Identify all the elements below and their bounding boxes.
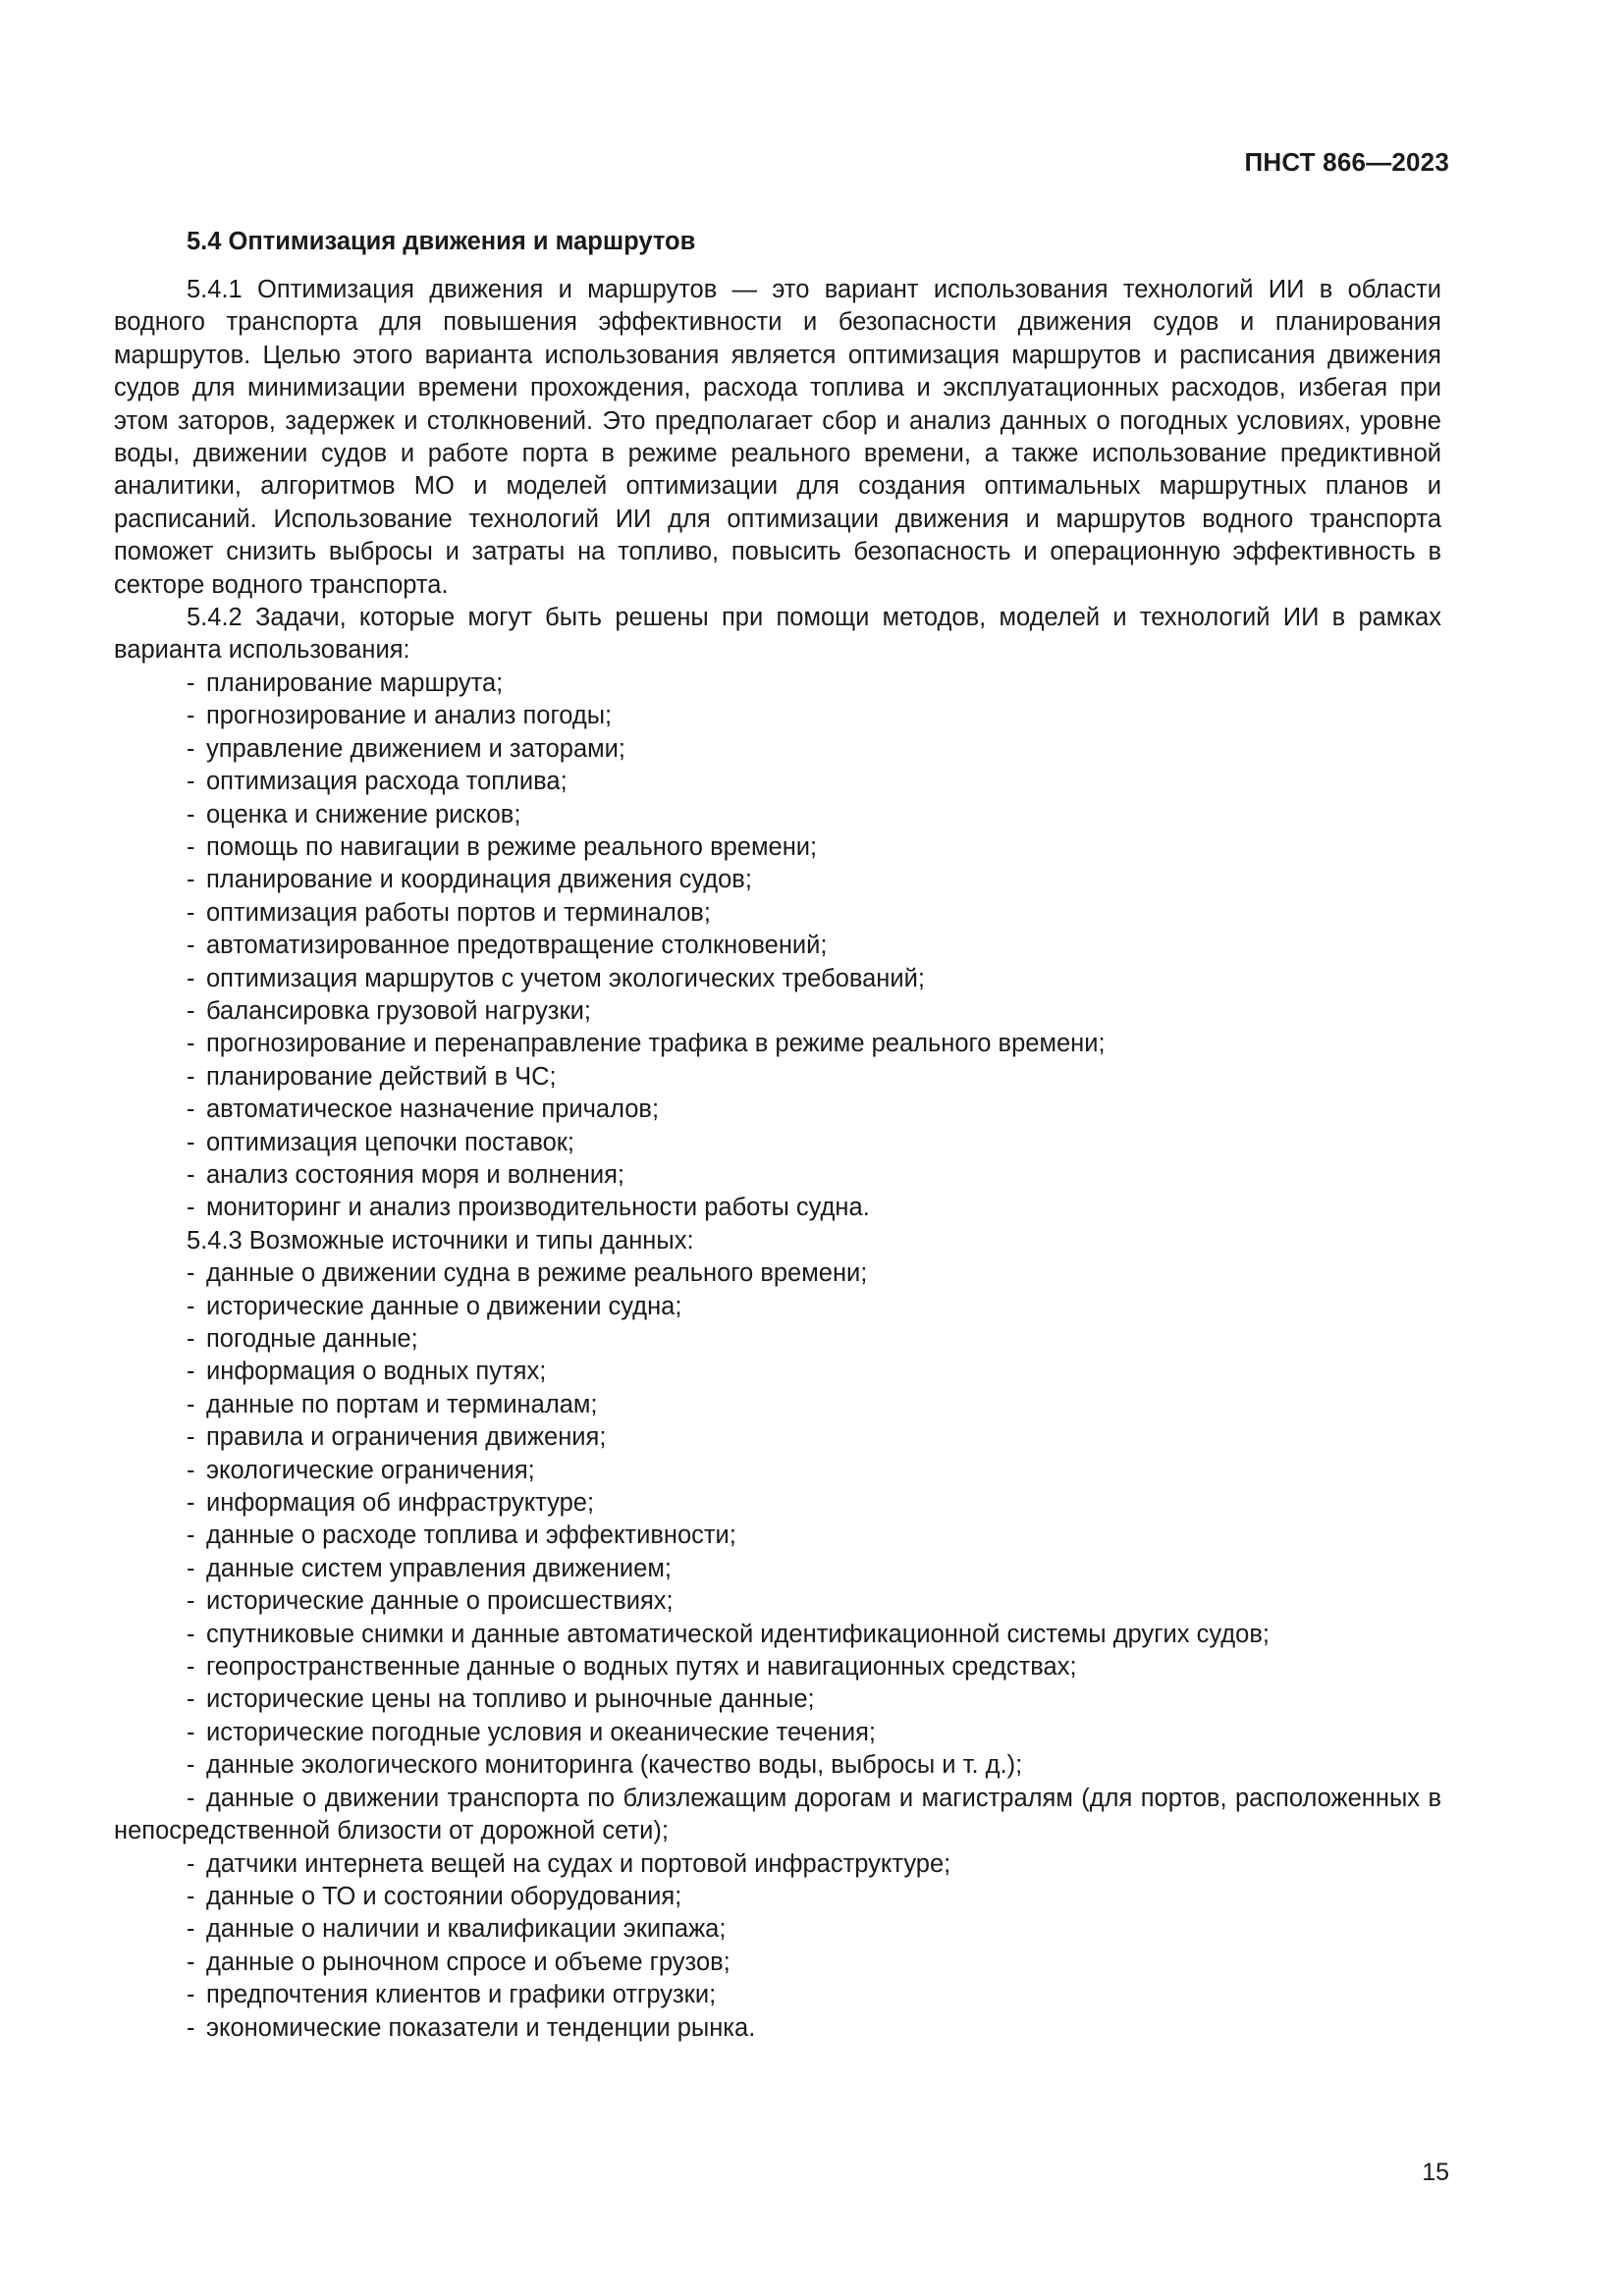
list-item: - исторические данные о происшествиях; bbox=[114, 1585, 1441, 1618]
list-item: - анализ состояния моря и волнения; bbox=[114, 1159, 1441, 1192]
section-title: 5.4 Оптимизация движения и маршрутов bbox=[187, 228, 696, 255]
list-item: - данные о наличии и квалификации экипажа; bbox=[114, 1913, 1441, 1946]
document-body bbox=[114, 224, 1441, 2045]
paragraph-5-4-2: 5.4.2 Задачи, которые могут быть решены при помощи методов, моделей и технологий ИИ в рамках варианта использования: bbox=[114, 604, 1441, 665]
list-item: - исторические погодные условия и океанические течения; bbox=[114, 1717, 1441, 1749]
list-item: - автоматическое назначение причалов; bbox=[114, 1094, 1441, 1126]
list-item: - спутниковые снимки и данные автоматической идентификационной системы других судов; bbox=[114, 1619, 1441, 1651]
list-item: - планирование и координация движения судов; bbox=[114, 864, 1441, 896]
list-item: - исторические цены на топливо и рыночные данные; bbox=[114, 1683, 1441, 1716]
list-item: - планирование маршрута; bbox=[114, 667, 1441, 700]
list-item: - предпочтения клиентов и графики отгрузки; bbox=[114, 1979, 1441, 2011]
list-item: - данные о движении судна в режиме реального времени; bbox=[114, 1257, 1441, 1290]
list-item: - данные по портам и терминалам; bbox=[114, 1389, 1441, 1421]
list-item: - прогнозирование и анализ погоды; bbox=[114, 700, 1441, 732]
list-item: - погодные данные; bbox=[114, 1323, 1441, 1356]
list-item: - экономические показатели и тенденции рынка. bbox=[114, 2012, 1441, 2045]
list-item: - информация об инфраструктуре; bbox=[114, 1487, 1441, 1520]
list-item: - датчики интернета вещей на судах и портовой инфраструктуре; bbox=[114, 1848, 1441, 1881]
list-item: - автоматизированное предотвращение столкновений; bbox=[114, 930, 1441, 962]
list-item: - оптимизация работы портов и терминалов; bbox=[114, 897, 1441, 930]
list-item: - правила и ограничения движения; bbox=[114, 1421, 1441, 1454]
sources-list bbox=[114, 1257, 1441, 2045]
list-item: - данные экологического мониторинга (качество воды, выбросы и т. д.); bbox=[114, 1749, 1441, 1782]
list-item: - данные систем управления движением; bbox=[114, 1553, 1441, 1585]
list-item: - оценка и снижение рисков; bbox=[114, 799, 1441, 831]
paragraph-5-4-3: 5.4.3 Возможные источники и типы данных: bbox=[187, 1226, 694, 1255]
list-item: - планирование действий в ЧС; bbox=[114, 1061, 1441, 1094]
list-item: - оптимизация цепочки поставок; bbox=[114, 1127, 1441, 1159]
list-item: - исторические данные о движении судна; bbox=[114, 1291, 1441, 1323]
document-code: ПНСТ 866—2023 bbox=[1244, 147, 1449, 177]
tasks-list bbox=[114, 667, 1441, 1225]
list-item: - геопространственные данные о водных путях и навигационных средствах; bbox=[114, 1651, 1441, 1683]
list-item: - информация о водных путях; bbox=[114, 1356, 1441, 1388]
list-item: - балансировка грузовой нагрузки; bbox=[114, 995, 1441, 1028]
list-item: - помощь по навигации в режиме реального времени; bbox=[114, 831, 1441, 864]
list-item: - экологические ограничения; bbox=[114, 1455, 1441, 1487]
list-item: - оптимизация расхода топлива; bbox=[114, 766, 1441, 798]
list-item: - данные о ТО и состоянии оборудования; bbox=[114, 1881, 1441, 1913]
list-item: - данные о движении транспорта по близлежащим дорогам и магистралям (для портов, расположенных в непосредственной близости от дорожной сети); bbox=[114, 1783, 1441, 1848]
list-item: - данные о расходе топлива и эффективности; bbox=[114, 1520, 1441, 1552]
list-item: - управление движением и заторами; bbox=[114, 733, 1441, 766]
list-item: - оптимизация маршрутов с учетом экологических требований; bbox=[114, 963, 1441, 995]
list-item: - прогнозирование и перенаправление трафика в режиме реального времени; bbox=[114, 1028, 1441, 1060]
paragraph-5-4-1: 5.4.1 Оптимизация движения и маршрутов — это вариант использования технологий ИИ в области водного транспорта для повышения эффективности и безопасности движения судов и планирования маршрутов. Целью этого варианта использования является оптимизация маршрутов и расписания движения судов для минимизации времени прохождения, расхода топлива и эксплуатационных расходов, избегая при этом заторов, задержек и столкновений. Это предполагает сбор и анализ данных о погодных условиях, уровне воды, движении судов и работе порта в режиме реального времени, а также использование предиктивной аналитики, алгоритмов МО и моделей оптимизации для создания оптимальных маршрутных планов и расписаний. Использование технологий ИИ для оптимизации движения и маршрутов водного транспорта поможет снизить выбросы и затраты на топливо, повысить безопасность и операционную эффективность в секторе водного транспорта. bbox=[114, 276, 1441, 599]
list-item: - данные о рыночном спросе и объеме грузов; bbox=[114, 1947, 1441, 1979]
page-number: 15 bbox=[1422, 2159, 1449, 2186]
list-item: - мониторинг и анализ производительности работы судна. bbox=[114, 1192, 1441, 1224]
